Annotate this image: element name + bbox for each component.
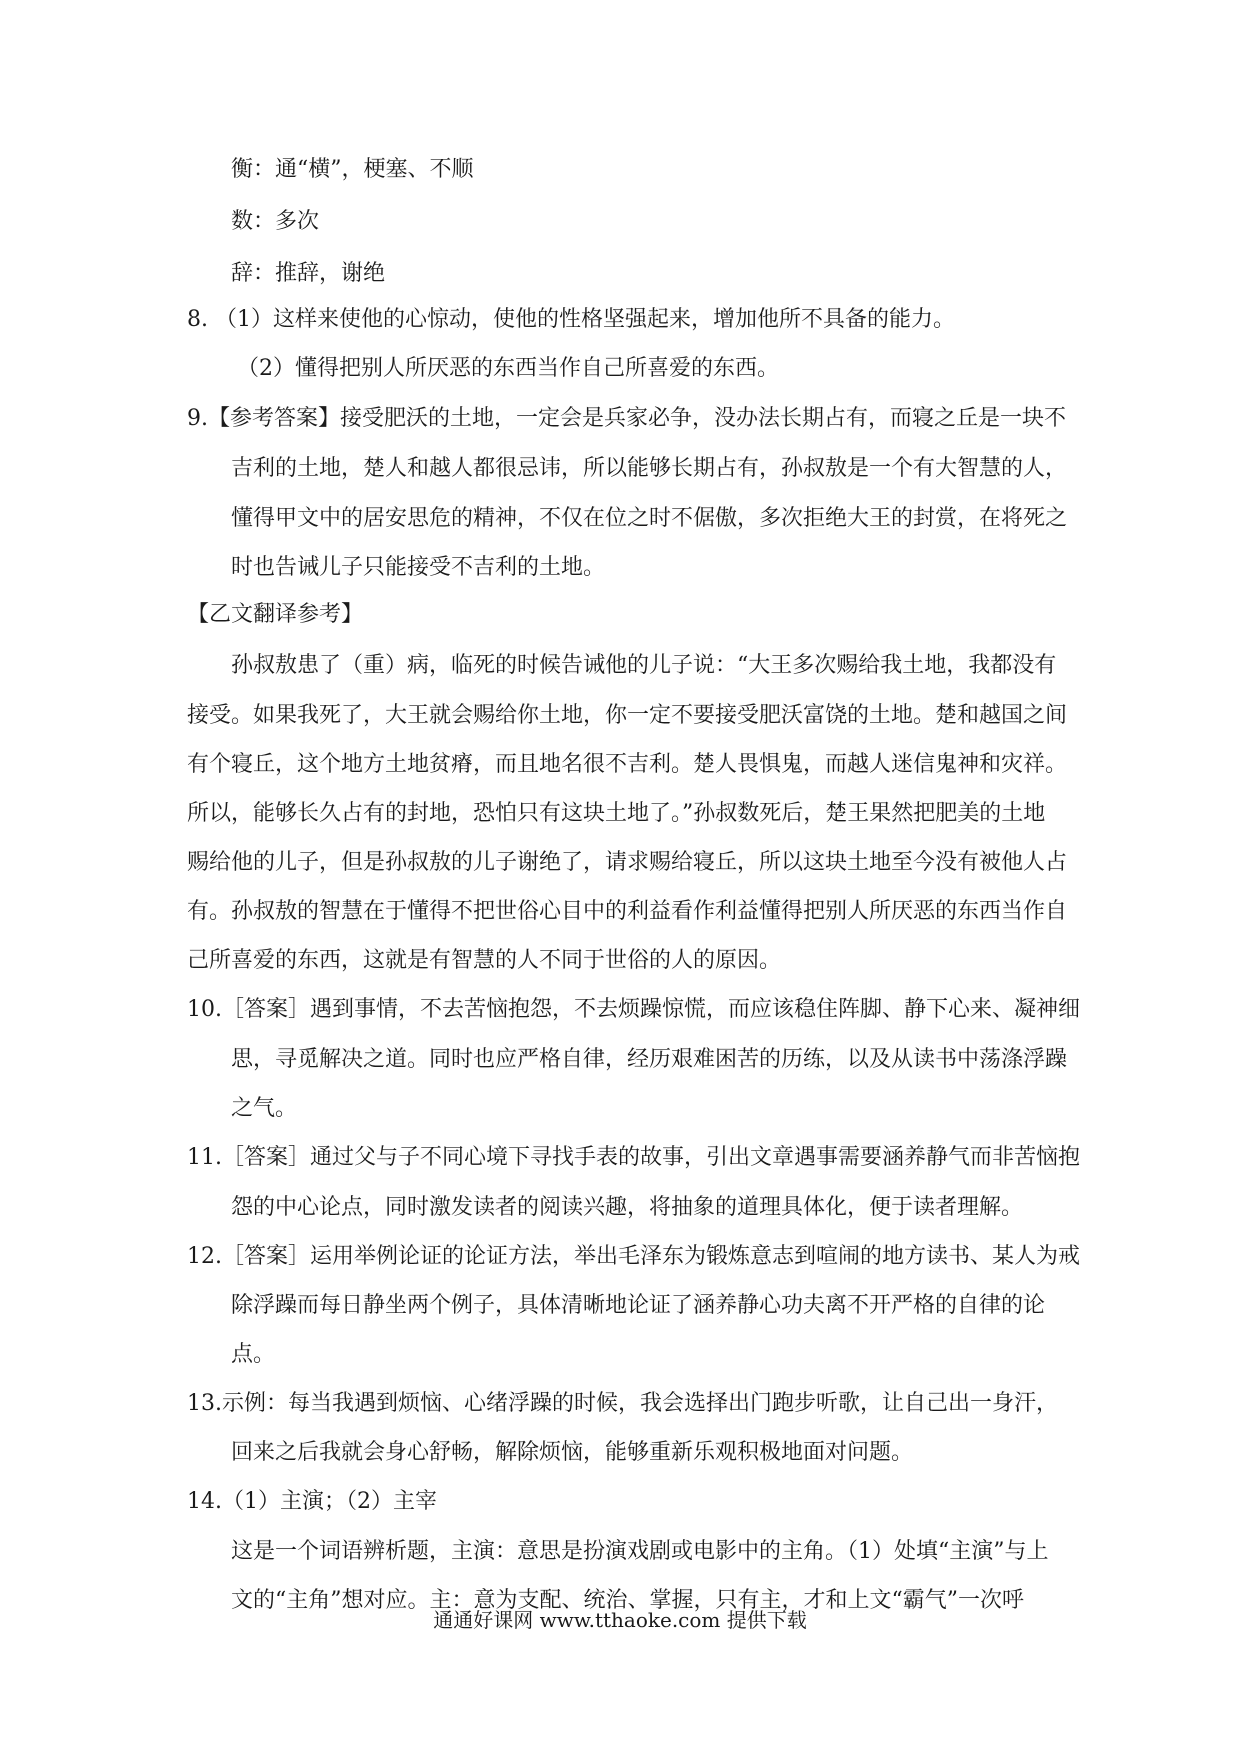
answer-11-line: 11.［答案］通过父与子不同心境下寻找手表的故事，引出文章遇事需要涵养静气而非苦恼抱 [187,1145,1080,1170]
answer-9-line: 时也告诫儿子只能接受不吉利的土地。 [231,555,606,580]
gloss-line: 衡：通“横”，梗塞、不顺 [231,157,474,182]
answer-13-line: 回来之后我就会身心舒畅，解除烦恼，能够重新乐观积极地面对问题。 [231,1440,914,1465]
answer-14-line: 14.（1）主演；（2）主宰 [187,1489,437,1514]
translation-line: 有个寝丘，这个地方土地贫瘠，而且地名很不吉利。楚人畏惧鬼，而越人迷信鬼神和灾祥。 [187,752,1068,777]
answer-12-line: 12.［答案］运用举例论证的论证方法，举出毛泽东为锻炼意志到喧闹的地方读书、某人为戒 [187,1244,1080,1269]
answer-9-line: 懂得甲文中的居安思危的精神，不仅在位之时不倨傲，多次拒绝大王的封赏，在将死之 [231,506,1068,531]
answer-12-line: 除浮躁而每日静坐两个例子，具体清晰地论证了涵养静心功夫离不开严格的自律的论 [231,1293,1046,1318]
answer-11-line: 怨的中心论点，同时激发读者的阅读兴趣，将抽象的道理具体化，便于读者理解。 [231,1195,1024,1220]
answer-9-line: 9.【参考答案】接受肥沃的土地，一定会是兵家必争，没办法长期占有，而寝之丘是一块不 [187,406,1066,431]
gloss-line: 数：多次 [231,209,320,234]
answer-13-line: 13.示例：每当我遇到烦恼、心绪浮躁的时候，我会选择出门跑步听歌，让自己出一身汗， [187,1391,1058,1416]
answer-10-line: 10.［答案］遇到事情，不去苦恼抱怨，不去烦躁惊慌，而应该稳住阵脚、静下心来、凝神细 [187,997,1080,1022]
answer-8-line: 8. （1）这样来使他的心惊动，使他的性格坚强起来，增加他所不具备的能力。 [187,307,955,332]
answer-12-line: 点。 [231,1342,276,1367]
answer-14-line: 文的“主角”想对应。主：意为支配、统治、掌握，只有主，才和上文“霸气”一次呼 [231,1588,1024,1613]
translation-line: 己所喜爱的东西，这就是有智慧的人不同于世俗的人的原因。 [187,948,782,973]
translation-heading: 【乙文翻译参考】 [187,602,364,627]
translation-line: 赐给他的儿子，但是孙叔敖的儿子谢绝了，请求赐给寝丘，所以这块土地至今没有被他人占 [187,850,1068,875]
answer-8-line: （2）懂得把别人所厌恶的东西当作自己所喜爱的东西。 [237,356,779,381]
translation-line: 所以，能够长久占有的封地，恐怕只有这块土地了。”孙叔数死后，楚王果然把肥美的土地 [187,801,1046,826]
translation-line: 接受。如果我死了，大王就会赐给你土地，你一定不要接受肥沃富饶的土地。楚和越国之间 [187,703,1068,728]
answer-10-line: 思，寻觅解决之道。同时也应严格自律，经历艰难困苦的历练，以及从读书中荡涤浮躁 [231,1047,1068,1072]
translation-line: 孙叔敖患了（重）病，临死的时候告诫他的儿子说：“大王多次赐给我土地，我都没有 [231,653,1057,678]
gloss-line: 辞：推辞，谢绝 [231,261,386,286]
answer-14-line: 这是一个词语辨析题，主演：意思是扮演戏剧或电影中的主角。（1）处填“主演”与上 [231,1539,1049,1564]
translation-line: 有。孙叔敖的智慧在于懂得不把世俗心目中的利益看作利益懂得把别人所厌恶的东西当作自 [187,899,1068,924]
answer-9-line: 吉利的土地，楚人和越人都很忌讳，所以能够长期占有，孙叔敖是一个有大智慧的人， [231,456,1068,481]
answer-10-line: 之气。 [231,1096,298,1121]
page-footer: 通通好课网 www.tthaoke.com 提供下载 [433,1608,807,1632]
